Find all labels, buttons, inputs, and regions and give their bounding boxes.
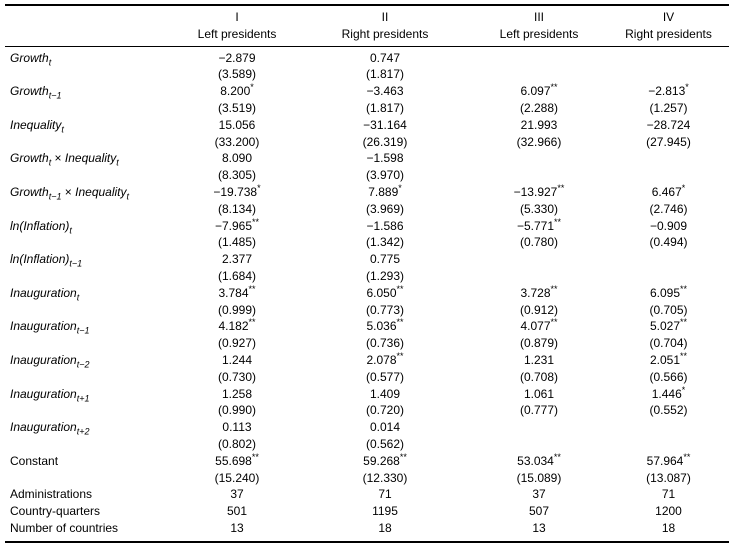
se-cell: (12.330): [362, 470, 408, 485]
row-inauguration-t-plus-2-se: [5, 436, 729, 453]
row-inauguration-t-plus-2: [5, 419, 729, 436]
se-cell: (26.319): [362, 134, 408, 149]
coef-cell: [608, 318, 729, 335]
se-cell: (1.293): [365, 268, 405, 283]
stat-cell: 37: [230, 487, 244, 502]
coef-cell: [300, 318, 470, 335]
se-cell: (0.708): [519, 369, 559, 384]
se-cell: (3.969): [365, 201, 405, 216]
coef-cell: [300, 285, 470, 302]
significance-stars: **: [396, 351, 404, 361]
column-title: Left presidents: [470, 26, 608, 46]
table-head: [5, 5, 729, 46]
variable-subscript: t: [69, 224, 72, 235]
header-title-row: [5, 26, 729, 46]
coef-value: 8.200: [220, 84, 251, 99]
variable-text: Growth: [10, 151, 49, 166]
row-inauguration-t-1-se: [5, 335, 729, 352]
row-label: [5, 83, 174, 100]
variable-text: Inauguration: [10, 420, 77, 435]
significance-stars: **: [550, 318, 558, 328]
row-label: [5, 419, 174, 436]
se-cell: (1.817): [365, 100, 405, 115]
variable-text: ×: [51, 151, 65, 166]
variable-subscript: t−1: [69, 258, 83, 268]
row-growth-t-x-inequality-t: [5, 150, 729, 167]
row-growth-t-se: [5, 66, 729, 83]
coef-value: 1.061: [523, 386, 555, 401]
significance-stars: **: [399, 452, 407, 462]
se-cell: (15.089): [516, 470, 562, 485]
coef-cell: [608, 184, 729, 201]
stat-cell: 1200: [655, 504, 682, 519]
row-label: [5, 318, 174, 335]
row-label-spacer: [5, 268, 174, 285]
significance-stars: **: [683, 452, 691, 462]
se-cell: [470, 436, 608, 453]
coef-value: −5.771: [516, 218, 555, 233]
coef-cell: [470, 117, 608, 134]
se-cell: (1.684): [217, 268, 257, 283]
coef-cell: [470, 352, 608, 369]
variable-text: Number of countries: [10, 520, 119, 535]
coef-cell: [608, 83, 729, 100]
coef-value: −28.724: [646, 117, 691, 132]
coef-value: 6.095: [649, 285, 680, 300]
row-label-spacer: [5, 66, 174, 83]
row-constant: [5, 453, 729, 470]
se-cell: [470, 167, 608, 184]
stat-cell: 507: [528, 504, 550, 519]
column-title: Left presidents: [174, 26, 300, 46]
row-label: [5, 386, 174, 403]
se-cell: (0.704): [649, 336, 688, 351]
coef-value: 6.467: [651, 184, 682, 199]
coef-cell: [300, 251, 470, 268]
coef-value: 21.993: [520, 117, 558, 132]
coef-cell: [174, 218, 300, 235]
row-label: [5, 486, 174, 503]
se-cell: (0.777): [519, 403, 559, 418]
row-label: [5, 46, 174, 66]
coef-cell: [470, 453, 608, 470]
coef-value: 6.097: [520, 84, 551, 99]
coef-cell: [608, 419, 729, 436]
coef-cell: [470, 184, 608, 201]
row-label-spacer: [5, 100, 174, 117]
row-label-spacer: [5, 134, 174, 151]
row-label: [5, 184, 174, 201]
significance-stars: **: [680, 318, 688, 328]
se-cell: [608, 167, 729, 184]
row-label-spacer: [5, 436, 174, 453]
significance-stars: *: [250, 83, 254, 93]
row-inauguration-t-2-se: [5, 369, 729, 386]
coef-cell: [300, 46, 470, 66]
coef-value: −1.598: [366, 151, 404, 166]
variable-subscript: t+2: [76, 426, 90, 436]
stat-cell: 501: [226, 504, 248, 519]
variable-text: Country-quarters: [10, 504, 101, 519]
significance-stars: *: [685, 83, 689, 93]
se-cell: (3.589): [217, 67, 257, 82]
se-cell: (0.773): [365, 302, 405, 317]
se-cell: (0.912): [519, 302, 559, 317]
row-growth-t-1-x-inequality-t-se: [5, 201, 729, 218]
se-cell: (2.746): [649, 201, 688, 216]
variable-subscript: t−1: [48, 90, 62, 100]
corner-cell: [5, 26, 174, 46]
row-inauguration-t-2: [5, 352, 729, 369]
coef-cell: [470, 83, 608, 100]
variable-subscript: t: [48, 157, 52, 168]
coef-cell: [300, 453, 470, 470]
stat-cell: 13: [532, 520, 546, 535]
se-cell: (1.342): [365, 235, 405, 250]
coef-cell: [300, 218, 470, 235]
coef-cell: [470, 251, 608, 268]
significance-stars: **: [550, 83, 558, 93]
coef-cell: [174, 453, 300, 470]
row-growth-t-1-se: [5, 100, 729, 117]
coef-value: 5.027: [649, 319, 680, 334]
stat-cell: 18: [661, 520, 676, 535]
row-label-spacer: [5, 369, 174, 386]
significance-stars: **: [680, 284, 688, 294]
stat-cell: 71: [661, 487, 676, 502]
variable-text: Administrations: [10, 487, 93, 502]
coef-cell: [174, 46, 300, 66]
coef-value: 1.258: [221, 386, 253, 401]
row-label: [5, 117, 174, 134]
coef-cell: [300, 150, 470, 167]
coef-value: 2.377: [221, 252, 253, 267]
row-label: [5, 251, 174, 268]
significance-stars: **: [553, 452, 561, 462]
row-inequality-t: [5, 117, 729, 134]
row-country-quarters: [5, 503, 729, 520]
variable-text: Inequality: [75, 184, 127, 199]
coef-cell: [174, 83, 300, 100]
coef-cell: [300, 419, 470, 436]
coef-cell: [174, 117, 300, 134]
significance-stars: **: [248, 284, 256, 294]
se-cell: (13.087): [646, 470, 691, 485]
row-inauguration-t-plus-1-se: [5, 402, 729, 419]
coef-cell: [608, 386, 729, 403]
coef-value: 0.113: [222, 420, 252, 435]
coef-value: 2.051: [649, 352, 680, 367]
coef-value: 1.231: [523, 352, 555, 367]
coef-cell: [174, 251, 300, 268]
se-cell: (0.990): [217, 403, 257, 418]
coef-cell: [174, 184, 300, 201]
coef-cell: [470, 285, 608, 302]
variable-text: Inauguration: [10, 386, 77, 401]
se-cell: (0.780): [519, 235, 559, 250]
variable-text: Inauguration: [10, 319, 77, 334]
coef-value: 4.182: [218, 319, 249, 334]
row-constant-se: [5, 470, 729, 487]
coef-value: −2.813: [648, 84, 686, 99]
se-cell: (1.485): [217, 235, 257, 250]
variable-subscript: t−1: [48, 191, 62, 201]
row-label: [5, 218, 174, 235]
coef-value: −0.909: [649, 218, 688, 233]
variable-text: ×: [61, 184, 76, 199]
column-number: III: [533, 10, 544, 24]
coef-value: 6.050: [366, 285, 397, 300]
coef-value: −3.463: [366, 84, 404, 99]
significance-stars: *: [398, 183, 402, 193]
coef-cell: [174, 285, 300, 302]
variable-subscript: t: [126, 191, 130, 201]
row-ln-inflation-t: [5, 218, 729, 235]
variable-text: Growth: [10, 184, 49, 199]
se-cell: [608, 268, 729, 285]
variable-subscript: t: [116, 157, 119, 168]
coef-cell: [470, 46, 608, 66]
coef-cell: [300, 386, 470, 403]
coef-value: 4.077: [520, 319, 551, 334]
coef-value: 15.056: [218, 117, 256, 132]
coef-cell: [470, 318, 608, 335]
row-label: [5, 453, 174, 470]
row-label-spacer: [5, 234, 174, 251]
row-inauguration-t-se: [5, 302, 729, 319]
se-cell: (8.305): [217, 168, 257, 183]
significance-stars: **: [680, 351, 688, 361]
corner-cell: [5, 5, 174, 26]
se-cell: (3.519): [217, 100, 257, 115]
row-ln-inflation-t-1-se: [5, 268, 729, 285]
coef-cell: [174, 352, 300, 369]
significance-stars: **: [550, 284, 558, 294]
significance-stars: **: [248, 318, 256, 328]
column-number: IV: [662, 10, 675, 24]
variable-text: ln(Inflation): [10, 218, 70, 233]
row-inauguration-t-plus-1: [5, 386, 729, 403]
column-number: II: [381, 10, 389, 24]
variable-text: Inequality: [10, 117, 62, 132]
regression-table: [5, 4, 729, 543]
significance-stars: *: [681, 385, 686, 395]
row-growth-t: [5, 46, 729, 66]
coef-cell: [608, 453, 729, 470]
row-number-of-countries: [5, 520, 729, 542]
significance-stars: **: [554, 217, 562, 227]
se-cell: (0.879): [519, 336, 559, 351]
stat-cell: 1195: [372, 504, 398, 519]
se-cell: (0.577): [365, 369, 405, 384]
coef-value: 1.244: [221, 352, 253, 367]
coef-value: 0.014: [369, 420, 401, 435]
se-cell: (0.552): [649, 403, 688, 418]
coef-value: 1.446: [651, 386, 682, 401]
variable-text: Constant: [10, 453, 59, 468]
stat-cell: 71: [378, 487, 392, 502]
coef-value: −7.965: [214, 218, 253, 233]
row-label-spacer: [5, 302, 174, 319]
se-cell: (2.288): [519, 100, 559, 115]
significance-stars: *: [681, 183, 686, 193]
se-cell: (33.200): [214, 134, 260, 149]
coef-cell: [470, 150, 608, 167]
row-growth-t-1-x-inequality-t: [5, 184, 729, 201]
coef-cell: [608, 150, 729, 167]
row-inequality-t-se: [5, 134, 729, 151]
coef-cell: [174, 386, 300, 403]
variable-text: ln(Inflation): [10, 252, 70, 267]
se-cell: (3.970): [365, 168, 405, 183]
coef-cell: [608, 285, 729, 302]
variable-text: Growth: [10, 84, 49, 99]
se-cell: (0.562): [365, 436, 405, 451]
significance-stars: **: [252, 217, 260, 227]
se-cell: (32.966): [516, 134, 562, 149]
coef-cell: [300, 352, 470, 369]
row-label: [5, 520, 174, 542]
coef-value: 8.090: [221, 151, 253, 166]
row-inauguration-t: [5, 285, 729, 302]
column-title: Right presidents: [608, 26, 729, 46]
table-body: [5, 46, 729, 542]
row-label-spacer: [5, 335, 174, 352]
se-cell: (1.257): [649, 100, 688, 115]
se-cell: (0.730): [217, 369, 257, 384]
coef-value: 1.409: [369, 386, 401, 401]
significance-stars: **: [396, 284, 404, 294]
coef-cell: [300, 117, 470, 134]
se-cell: (0.999): [217, 302, 257, 317]
row-growth-t-1: [5, 83, 729, 100]
coef-cell: [174, 318, 300, 335]
significance-stars: **: [251, 452, 259, 462]
coef-cell: [608, 251, 729, 268]
stat-cell: 18: [378, 520, 392, 535]
se-cell: (0.736): [365, 336, 405, 351]
coef-value: 3.784: [218, 285, 249, 300]
significance-stars: *: [257, 183, 261, 193]
variable-text: Inauguration: [10, 285, 77, 300]
coef-value: −2.879: [218, 50, 256, 65]
coef-value: 3.728: [520, 285, 551, 300]
se-cell: (8.134): [217, 201, 257, 216]
variable-subscript: t−1: [76, 325, 90, 336]
row-ln-inflation-t-se: [5, 234, 729, 251]
row-label: [5, 150, 174, 167]
coef-cell: [608, 46, 729, 66]
coef-cell: [470, 419, 608, 436]
row-administrations: [5, 486, 729, 503]
coef-value: 0.747: [369, 50, 401, 65]
coef-value: 55.698: [215, 453, 252, 468]
variable-subscript: t: [61, 124, 64, 134]
stat-cell: 13: [230, 520, 244, 535]
coef-cell: [608, 117, 729, 134]
se-cell: (0.566): [649, 369, 688, 384]
row-label-spacer: [5, 470, 174, 487]
coef-cell: [608, 218, 729, 235]
column-title: Right presidents: [300, 26, 470, 46]
row-label-spacer: [5, 201, 174, 218]
significance-stars: **: [396, 318, 404, 328]
coef-value: 5.036: [366, 319, 397, 334]
se-cell: (0.802): [217, 436, 257, 451]
se-cell: [608, 66, 729, 83]
coef-cell: [300, 184, 470, 201]
se-cell: (1.817): [365, 67, 405, 82]
coef-value: 0.775: [369, 252, 401, 267]
variable-text: Inauguration: [10, 352, 77, 367]
se-cell: (0.705): [649, 302, 688, 317]
variable-subscript: t: [48, 56, 52, 67]
coef-cell: [174, 419, 300, 436]
coef-value: 53.034: [517, 453, 554, 468]
se-cell: (5.330): [519, 201, 559, 216]
se-cell: (27.945): [646, 134, 691, 149]
row-label-spacer: [5, 402, 174, 419]
coef-cell: [608, 352, 729, 369]
coef-value: 59.268: [363, 453, 400, 468]
coef-value: 7.889: [368, 184, 399, 199]
coef-value: −19.738: [213, 184, 258, 199]
coef-value: −31.164: [363, 117, 407, 132]
se-cell: (15.240): [214, 470, 260, 485]
se-cell: (0.927): [217, 336, 257, 351]
variable-text: Growth: [10, 50, 49, 65]
se-cell: (0.494): [649, 235, 688, 250]
column-number: I: [235, 10, 239, 24]
variable-subscript: t−2: [76, 359, 90, 369]
coef-cell: [470, 386, 608, 403]
stat-cell: 37: [532, 487, 546, 502]
header-number-row: [5, 5, 729, 26]
row-ln-inflation-t-1: [5, 251, 729, 268]
row-label: [5, 285, 174, 302]
se-cell: (0.720): [365, 403, 405, 418]
se-cell: [608, 436, 729, 453]
coef-value: 2.078: [366, 352, 397, 367]
row-label: [5, 352, 174, 369]
coef-value: −13.927: [513, 184, 558, 199]
se-cell: [470, 268, 608, 285]
variable-text: Inequality: [64, 151, 117, 166]
se-cell: [470, 66, 608, 83]
coef-cell: [470, 218, 608, 235]
variable-subscript: t: [76, 292, 80, 302]
coef-value: −1.586: [366, 218, 404, 233]
row-inauguration-t-1: [5, 318, 729, 335]
coef-cell: [174, 150, 300, 167]
row-label: [5, 503, 174, 520]
coef-value: 57.964: [646, 453, 684, 468]
variable-subscript: t+1: [76, 392, 90, 403]
coef-cell: [300, 83, 470, 100]
row-growth-t-x-inequality-t-se: [5, 167, 729, 184]
significance-stars: **: [557, 183, 565, 193]
row-label-spacer: [5, 167, 174, 184]
